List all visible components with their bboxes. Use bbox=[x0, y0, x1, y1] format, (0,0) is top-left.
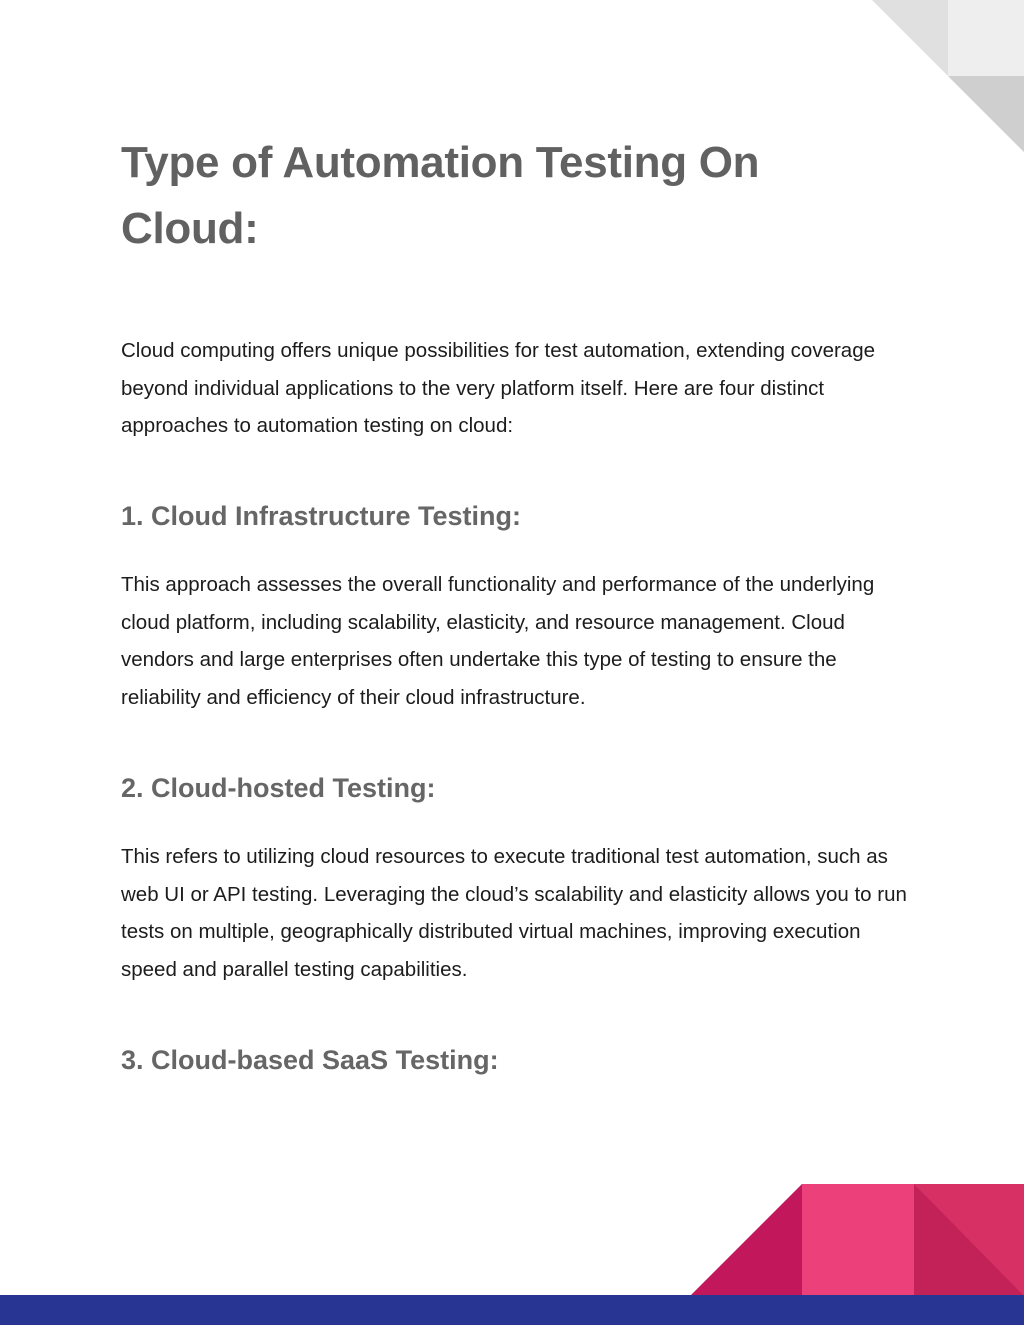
section-body-infrastructure: This approach assesses the overall functionality and performance of the underlying cloud platform, including scalability, elasticity, and resource management. Cloud vendors and large enterprises often undertake this type of testing to ensure the reliability and efficiency of their cloud infrastructure. bbox=[121, 573, 875, 710]
section-heading-saas: 3. Cloud-based SaaS Testing: bbox=[121, 1045, 499, 1075]
section-heading-infrastructure: 1. Cloud Infrastructure Testing: bbox=[121, 501, 522, 531]
bottom-corner-decoration bbox=[690, 1184, 1024, 1296]
top-corner-decoration bbox=[872, 0, 1024, 152]
intro-paragraph: Cloud computing offers unique possibilities for test automation, extending coverage beyond individual applications to the very platform itself. Here are four distinct approaches to automation testing on cloud: bbox=[121, 339, 876, 438]
section-heading-cloud-hosted: 2. Cloud-hosted Testing: bbox=[121, 773, 436, 803]
footer-bar bbox=[0, 1295, 1024, 1325]
section-body-cloud-hosted: This refers to utilizing cloud resources to execute traditional test automation, such as web UI or API testing. Leveraging the cloud’s scalability and elasticity allows you to run tests on multiple, geographically distributed virtual machines, improving execution speed and parallel testing capabilities. bbox=[121, 845, 907, 982]
page-title: Type of Automation Testing On Cloud: bbox=[121, 138, 760, 253]
